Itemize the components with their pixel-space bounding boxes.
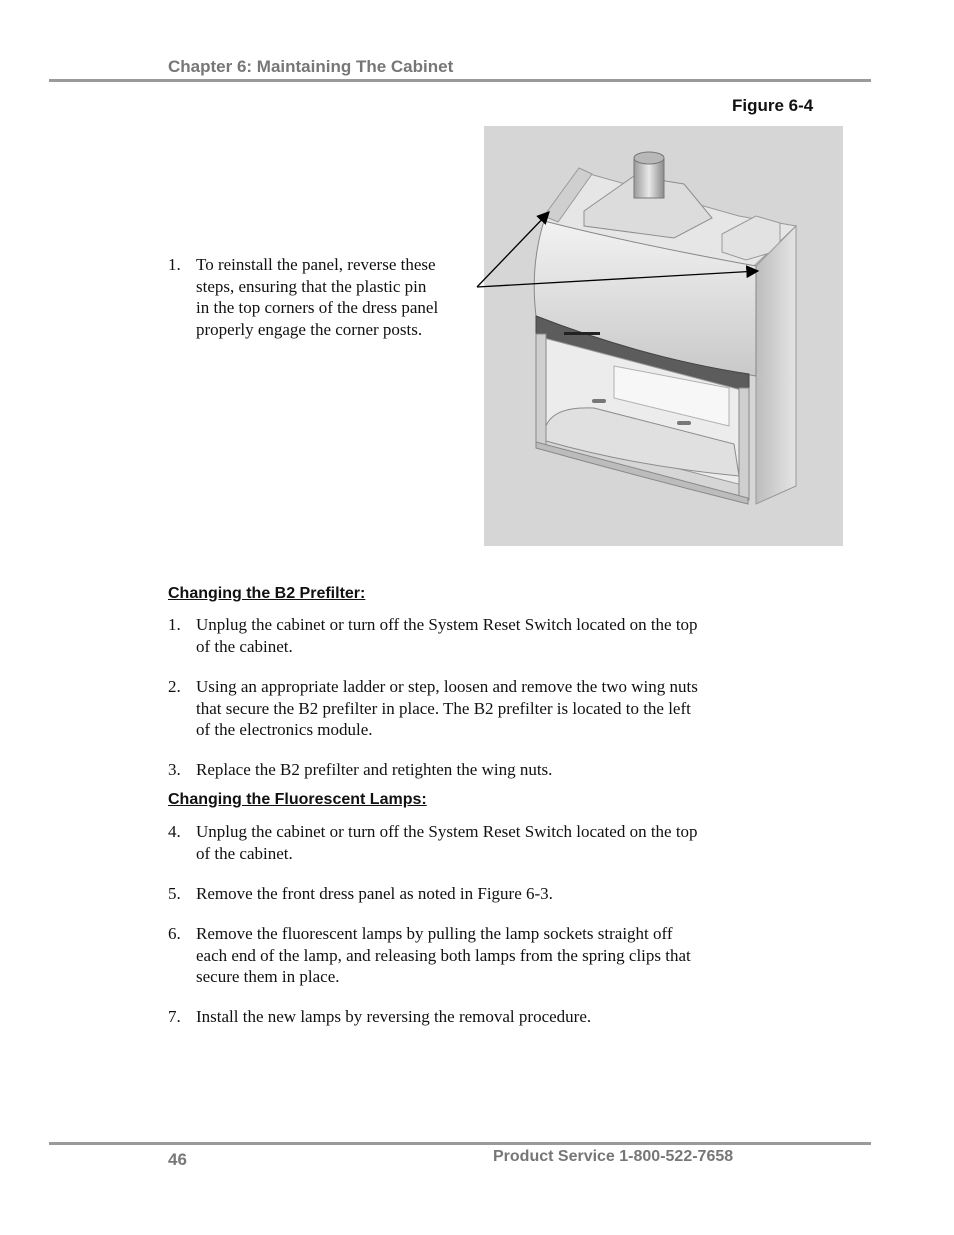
reinstall-step: [168, 254, 438, 340]
step-line: Replace the B2 prefilter and retighten the wing nuts.: [196, 760, 553, 779]
b2-step-1: [168, 614, 698, 657]
step-number: 1.: [168, 615, 181, 634]
page-number: 46: [168, 1150, 187, 1169]
step-number: 2.: [168, 677, 181, 696]
step-line: Install the new lamps by reversing the removal procedure.: [196, 1007, 592, 1026]
step-line: of the electronics module.: [196, 720, 373, 739]
lamps-step-4: [168, 821, 698, 864]
step-line: in the top corners of the dress panel: [196, 298, 439, 317]
lamps-step-6: [168, 923, 691, 988]
step-text: [196, 821, 698, 864]
step-line: Unplug the cabinet or turn off the System Reset Switch located on the top: [196, 615, 698, 634]
step-line: of the cabinet.: [196, 843, 293, 863]
step-line: that secure the B2 prefilter in place. The B2 prefilter is located to the left: [196, 698, 691, 718]
step-line: each end of the lamp, and releasing both lamps from the spring clips that: [196, 945, 691, 965]
step-line: secure them in place.: [196, 967, 340, 986]
step-number: 5.: [168, 884, 181, 903]
b2-prefilter-heading: Changing the B2 Prefilter:: [168, 585, 366, 602]
step-line: of the cabinet.: [196, 636, 293, 656]
step-line: properly engage the corner posts.: [196, 319, 423, 339]
cabinet-figure: [484, 126, 843, 546]
step-number: 1.: [168, 255, 181, 274]
step-line: Remove the fluorescent lamps by pulling the lamp sockets straight off: [196, 924, 673, 943]
figure-label: Figure 6-4: [732, 96, 814, 115]
step-line: To reinstall the panel, reverse these: [196, 255, 436, 274]
step-text: [196, 759, 552, 781]
step-number: 3.: [168, 760, 181, 779]
step-text: [196, 923, 691, 988]
fluorescent-lamps-heading: Changing the Fluorescent Lamps:: [168, 791, 427, 808]
step-text: [196, 676, 698, 741]
step-text: [196, 1006, 591, 1028]
lamps-step-7: [168, 1006, 591, 1028]
step-text: [196, 254, 438, 340]
step-line: steps, ensuring that the plastic pin: [196, 276, 427, 296]
step-text: [196, 614, 698, 657]
chapter-header: Chapter 6: Maintaining The Cabinet: [168, 57, 454, 76]
b2-step-2: [168, 676, 698, 741]
step-number: 6.: [168, 924, 181, 943]
step-number: 4.: [168, 822, 181, 841]
lamps-step-5: [168, 883, 553, 905]
b2-step-3: [168, 759, 552, 781]
product-service-line: Product Service 1-800-522-7658: [493, 1148, 734, 1165]
footer-rule: [49, 1142, 871, 1145]
step-number: 7.: [168, 1007, 181, 1026]
step-text: [196, 883, 553, 905]
step-line: Using an appropriate ladder or step, loosen and remove the two wing nuts: [196, 677, 698, 696]
step-line: Remove the front dress panel as noted in Figure 6-3.: [196, 884, 553, 903]
cabinet-illustration: [484, 126, 843, 546]
header-rule: [49, 79, 871, 82]
step-line: Unplug the cabinet or turn off the System Reset Switch located on the top: [196, 822, 698, 841]
